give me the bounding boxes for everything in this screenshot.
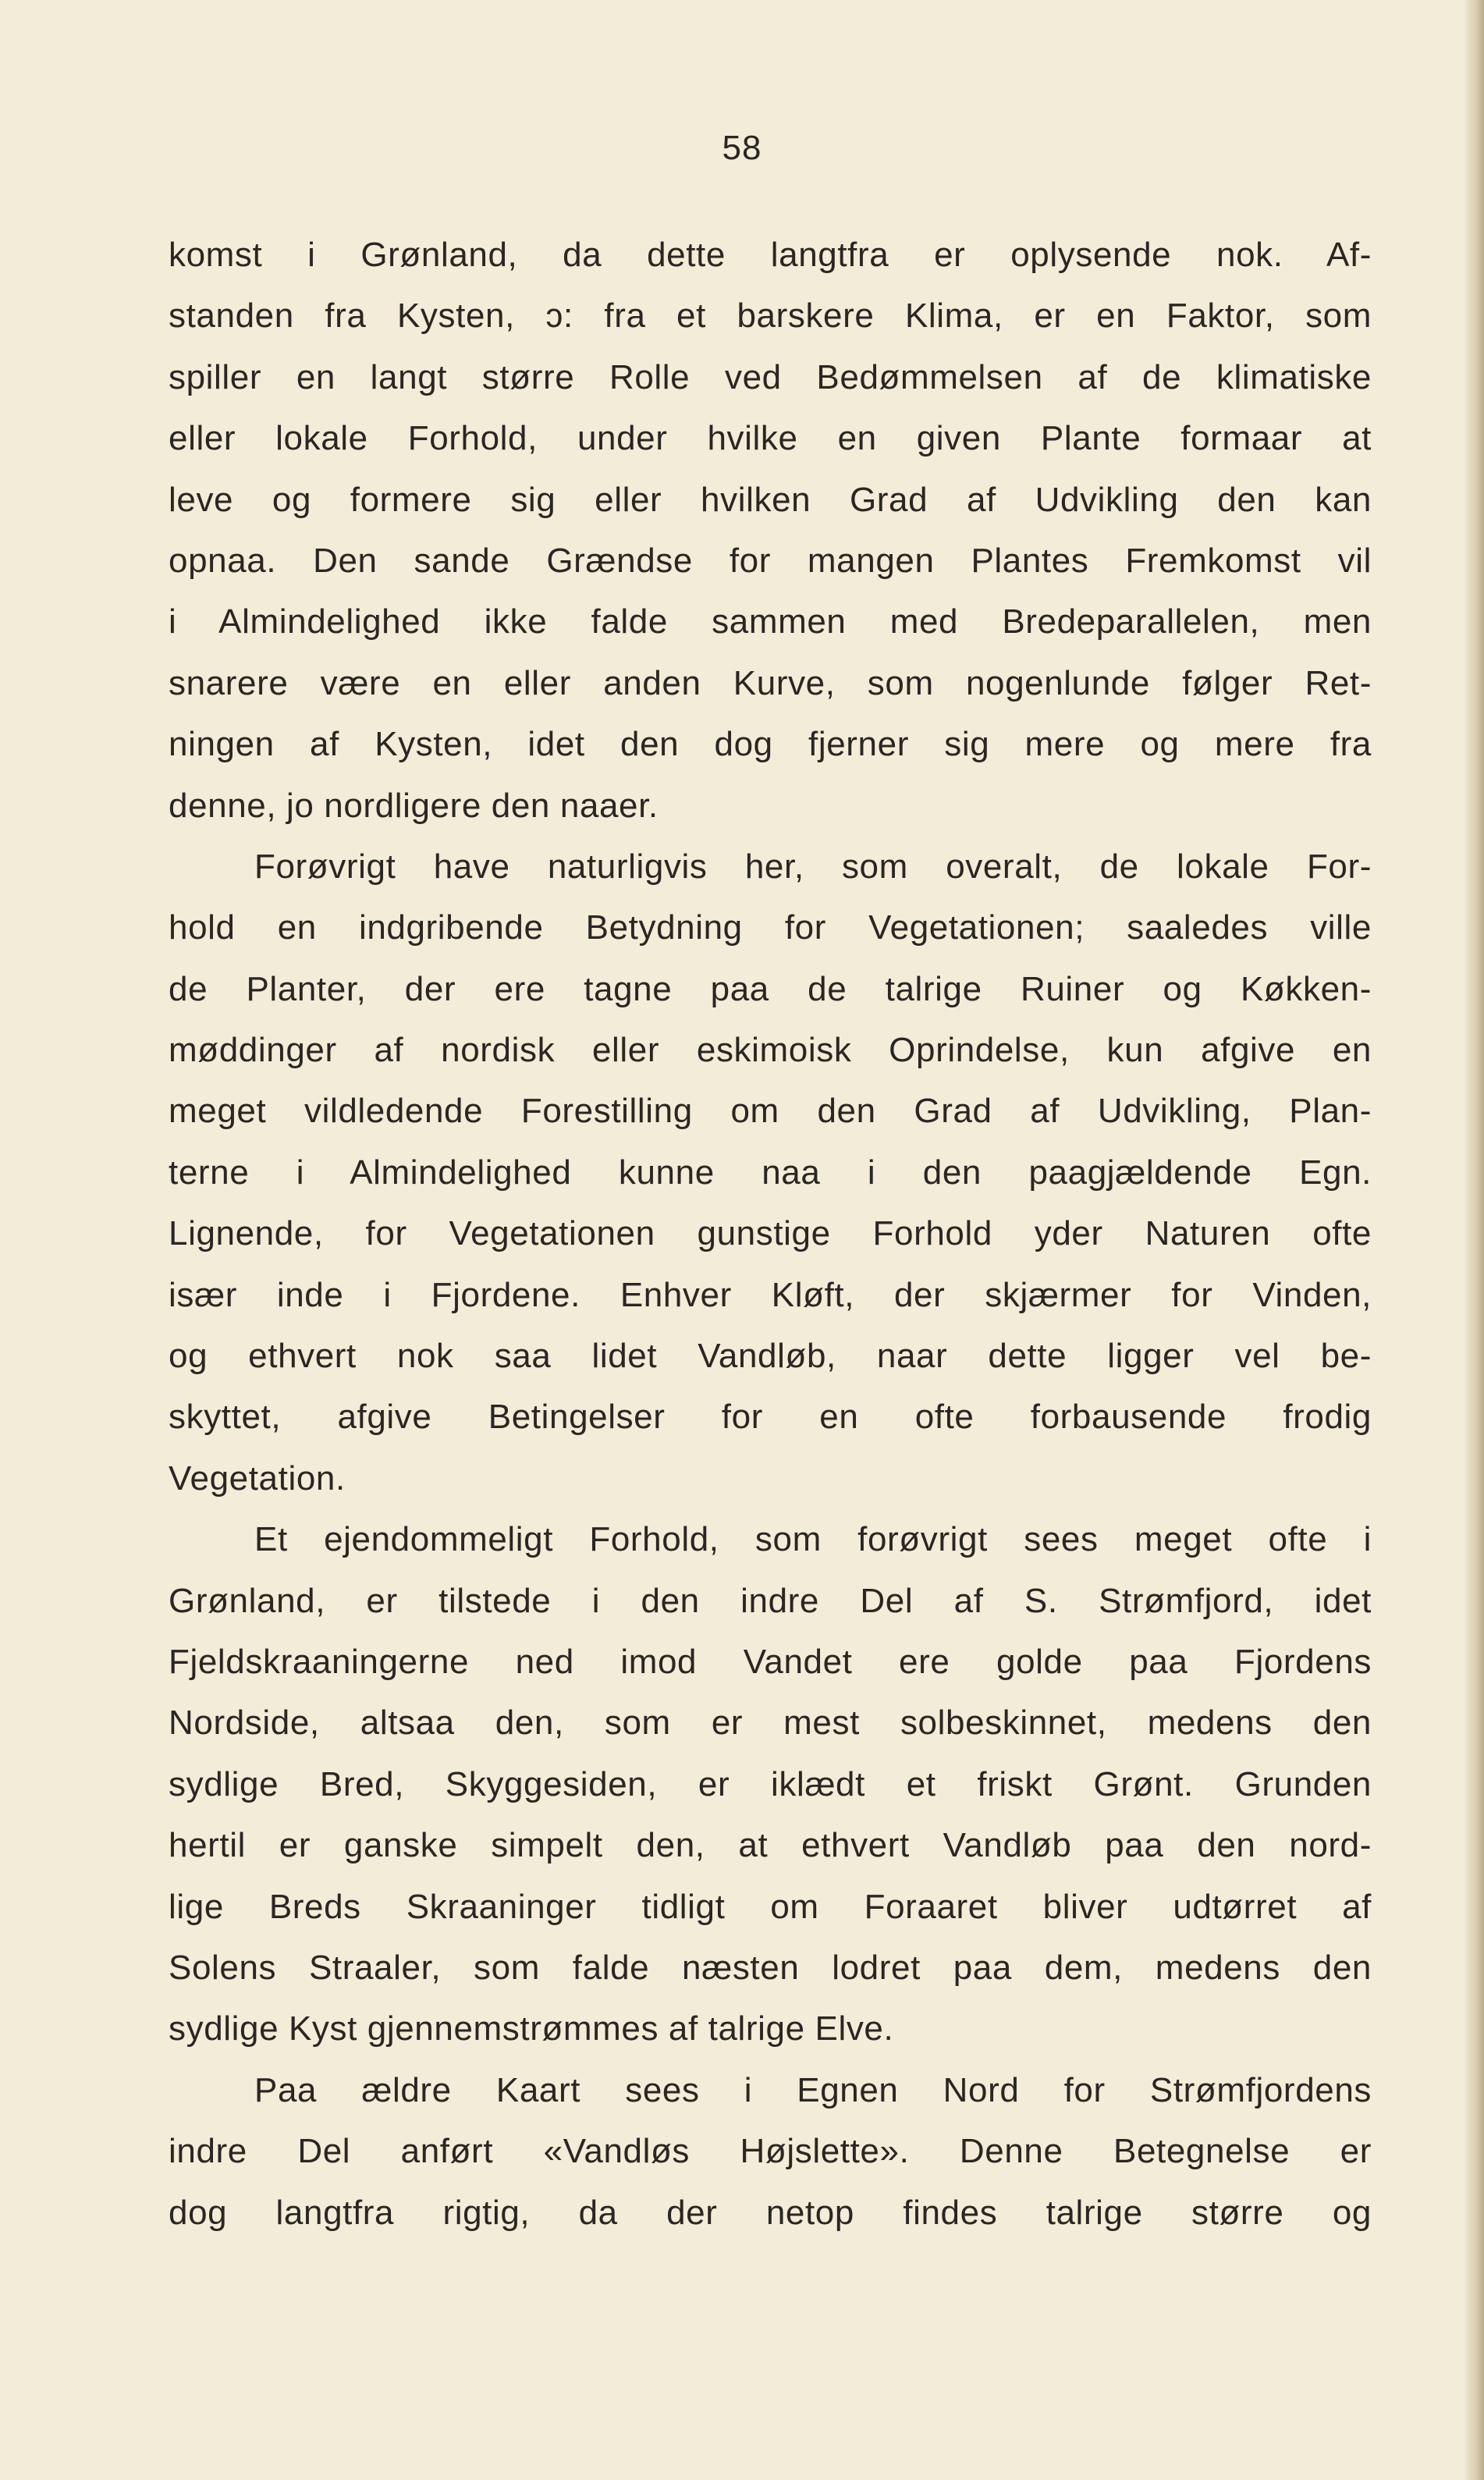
text-line: ningen af Kysten, idet den dog fjerner sig mere og mere fra [169,725,1372,764]
text-line: opnaa. Den sande Grændse for mangen Plantes Fremkomst vil [169,541,1372,580]
text-line: hold en indgribende Betydning for Vegetationen; saaledes ville [169,908,1372,947]
text-line: Solens Straaler, som falde næsten lodret paa dem, medens den [169,1948,1372,1987]
text-line: hertil er ganske simpelt den, at ethvert Vandløb paa den nord- [169,1826,1372,1865]
text-line: indre Del anført «Vandløs Højslette». Denne Betegnelse er [169,2132,1372,2171]
text-line: og ethvert nok saa lidet Vandløb, naar dette ligger vel be- [169,1337,1372,1376]
text-line: Grønland, er tilstede i den indre Del af S. Strømfjord, idet [169,1581,1372,1620]
text-line: Paa ældre Kaart sees i Egnen Nord for Strømfjordens [254,2070,1372,2109]
text-line: Fjeldskraaningerne ned imod Vandet ere golde paa Fjordens [169,1642,1372,1681]
text-line: snarere være en eller anden Kurve, som nogenlunde følger Ret- [169,663,1372,702]
text-line: Et ejendommeligt Forhold, som forøvrigt sees meget ofte i [254,1520,1372,1559]
page-edge-shadow [1465,0,1484,2480]
text-line: i Almindelighed ikke falde sammen med Bredeparallelen, men [169,602,1372,641]
text-line: Vegetation. [169,1459,346,1498]
text-line: Lignende, for Vegetationen gunstige Forhold yder Naturen ofte [169,1214,1372,1253]
text-line: eller lokale Forhold, under hvilke en given Plante formaar at [169,419,1372,458]
text-line: Forøvrigt have naturligvis her, som overalt, de lokale For- [254,847,1372,886]
text-line: meget vildledende Forestilling om den Grad af Udvikling, Plan- [169,1092,1372,1131]
body-text [169,225,1372,2244]
text-line: komst i Grønland, da dette langtfra er oplysende nok. Af- [169,236,1372,274]
text-line: dog langtfra rigtig, da der netop findes talrige større og [169,2193,1372,2232]
text-line: terne i Almindelighed kunne naa i den paagjældende Egn. [169,1153,1372,1192]
text-line: denne, jo nordligere den naaer. [169,786,659,825]
text-line: leve og formere sig eller hvilken Grad af Udvikling den kan [169,480,1372,519]
text-line: især inde i Fjordene. Enhver Kløft, der skjærmer for Vinden, [169,1275,1372,1314]
text-line: møddinger af nordisk eller eskimoisk Oprindelse, kun afgive en [169,1031,1372,1070]
text-line: sydlige Kyst gjennemstrømmes af talrige Elve. [169,2009,894,2048]
text-line: de Planter, der ere tagne paa de talrige Ruiner og Køkken- [169,969,1372,1008]
text-line: skyttet, afgive Betingelser for en ofte forbausende frodig [169,1398,1372,1437]
text-line: Nordside, altsaa den, som er mest solbeskinnet, medens den [169,1704,1372,1743]
text-line: spiller en langt større Rolle ved Bedømmelsen af de klimatiske [169,357,1372,396]
page-number: 58 [722,129,762,167]
text-line: standen fra Kysten, ɔ: fra et barskere Klima, er en Faktor, som [169,297,1372,336]
text-line: lige Breds Skraaninger tidligt om Foraaret bliver udtørret af [169,1887,1372,1926]
text-line: sydlige Bred, Skyggesiden, er iklædt et friskt Grønt. Grunden [169,1764,1372,1803]
